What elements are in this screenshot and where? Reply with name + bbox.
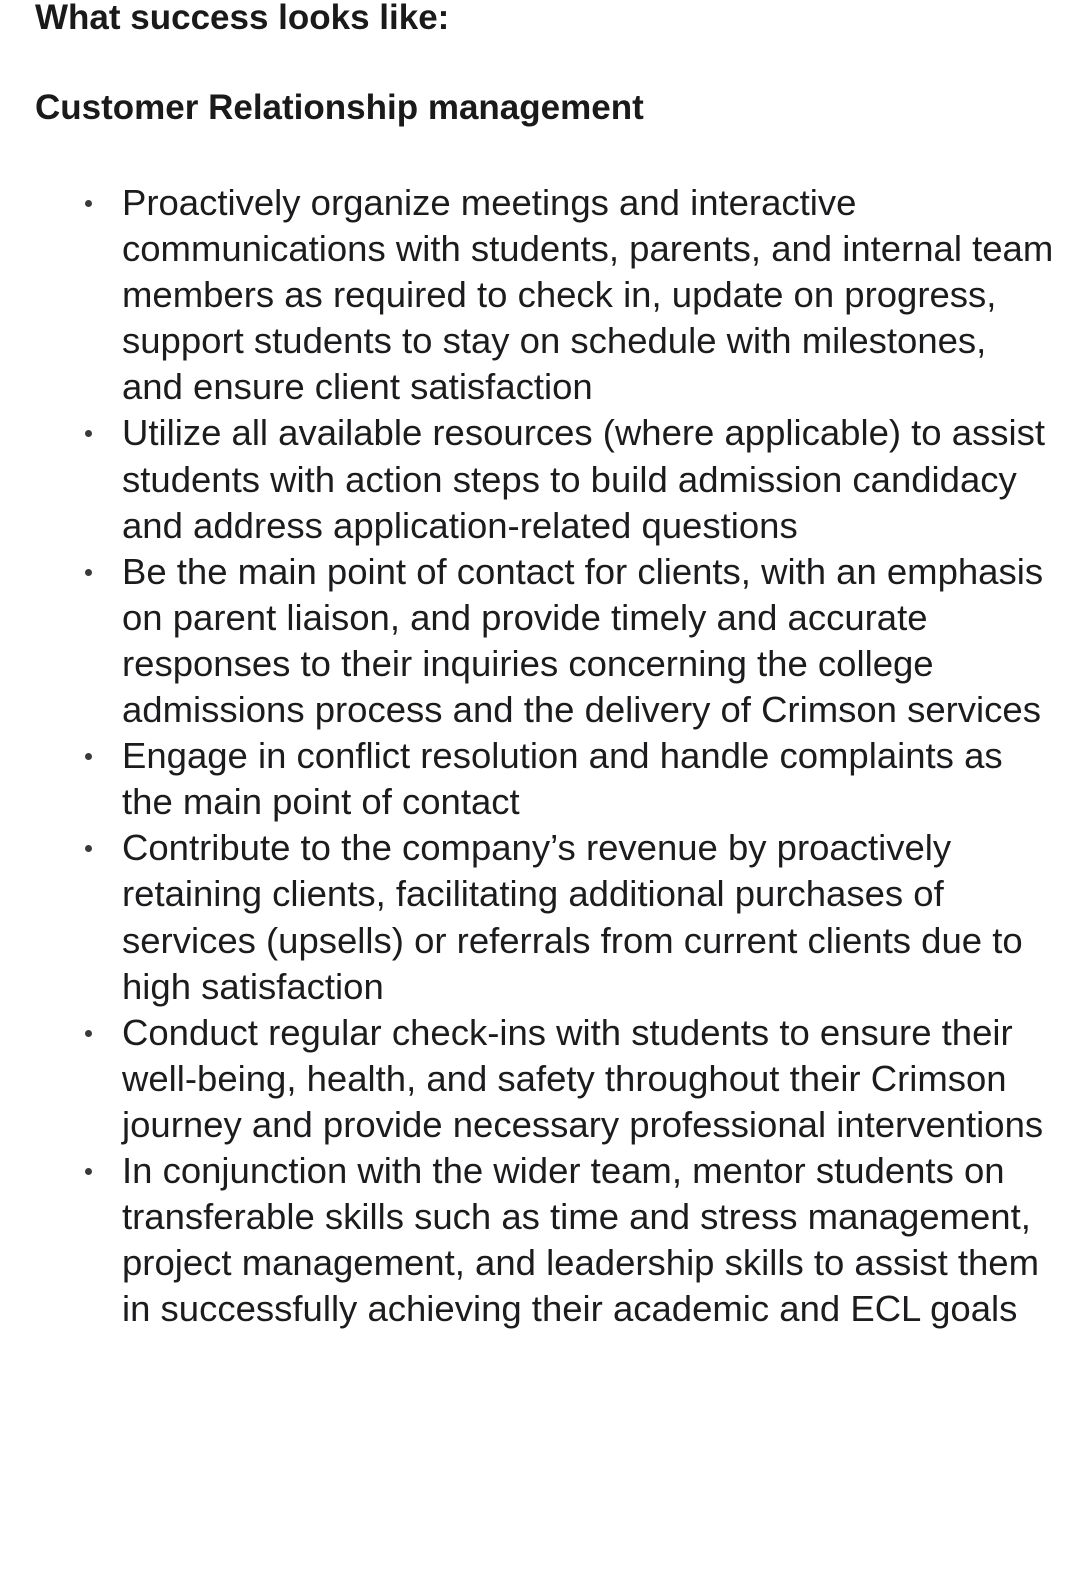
list-item-text: Utilize all available resources (where applicable) to assist students with action steps to build admission candidacy and address application-related questions	[122, 412, 1046, 546]
list-item-text: Conduct regular check-ins with students to ensure their well-being, health, and safety throughout their Crimson journey and provide necessary professional interventions	[122, 1011, 1044, 1145]
bullet-icon	[85, 1168, 92, 1175]
list-item	[35, 825, 1055, 1009]
list-item	[35, 549, 1055, 733]
bullet-icon	[85, 1030, 92, 1037]
list-item-text: Be the main point of contact for clients, with an emphasis on parent liaison, and provide timely and accurate responses to their inquiries concerning the college admissions process and the delivery of Crimson services	[122, 550, 1044, 731]
bullet-icon	[85, 845, 92, 852]
page-title: What success looks like:	[35, 0, 450, 37]
bullet-icon	[85, 753, 92, 760]
list-item	[35, 1148, 1055, 1332]
bullet-icon	[85, 569, 92, 576]
list-item-text: Proactively organize meetings and interactive communications with students, parents, and internal team members as required to check in, update on progress, support students to stay on schedule with milestones, and ensure client satisfaction	[122, 182, 1054, 408]
list-item-text: In conjunction with the wider team, mentor students on transferable skills such as time and stress management, project management, and leadership skills to assist them in successfully achieving their academic and ECL goals	[122, 1149, 1040, 1330]
bullet-icon	[85, 430, 92, 437]
list-item-text: Contribute to the company’s revenue by proactively retaining clients, facilitating additional purchases of services (upsells) or referrals from current clients due to high satisfaction	[122, 827, 1023, 1007]
section-heading: Customer Relationship management	[35, 88, 644, 127]
list-item	[35, 180, 1055, 410]
list-item	[35, 733, 1055, 825]
list-item-text: Engage in conflict resolution and handle complaints as the main point of contact	[122, 735, 1003, 823]
list-item	[35, 410, 1055, 548]
list-item	[35, 1010, 1055, 1148]
bullet-icon	[85, 200, 92, 207]
responsibilities-list	[35, 180, 1055, 1332]
